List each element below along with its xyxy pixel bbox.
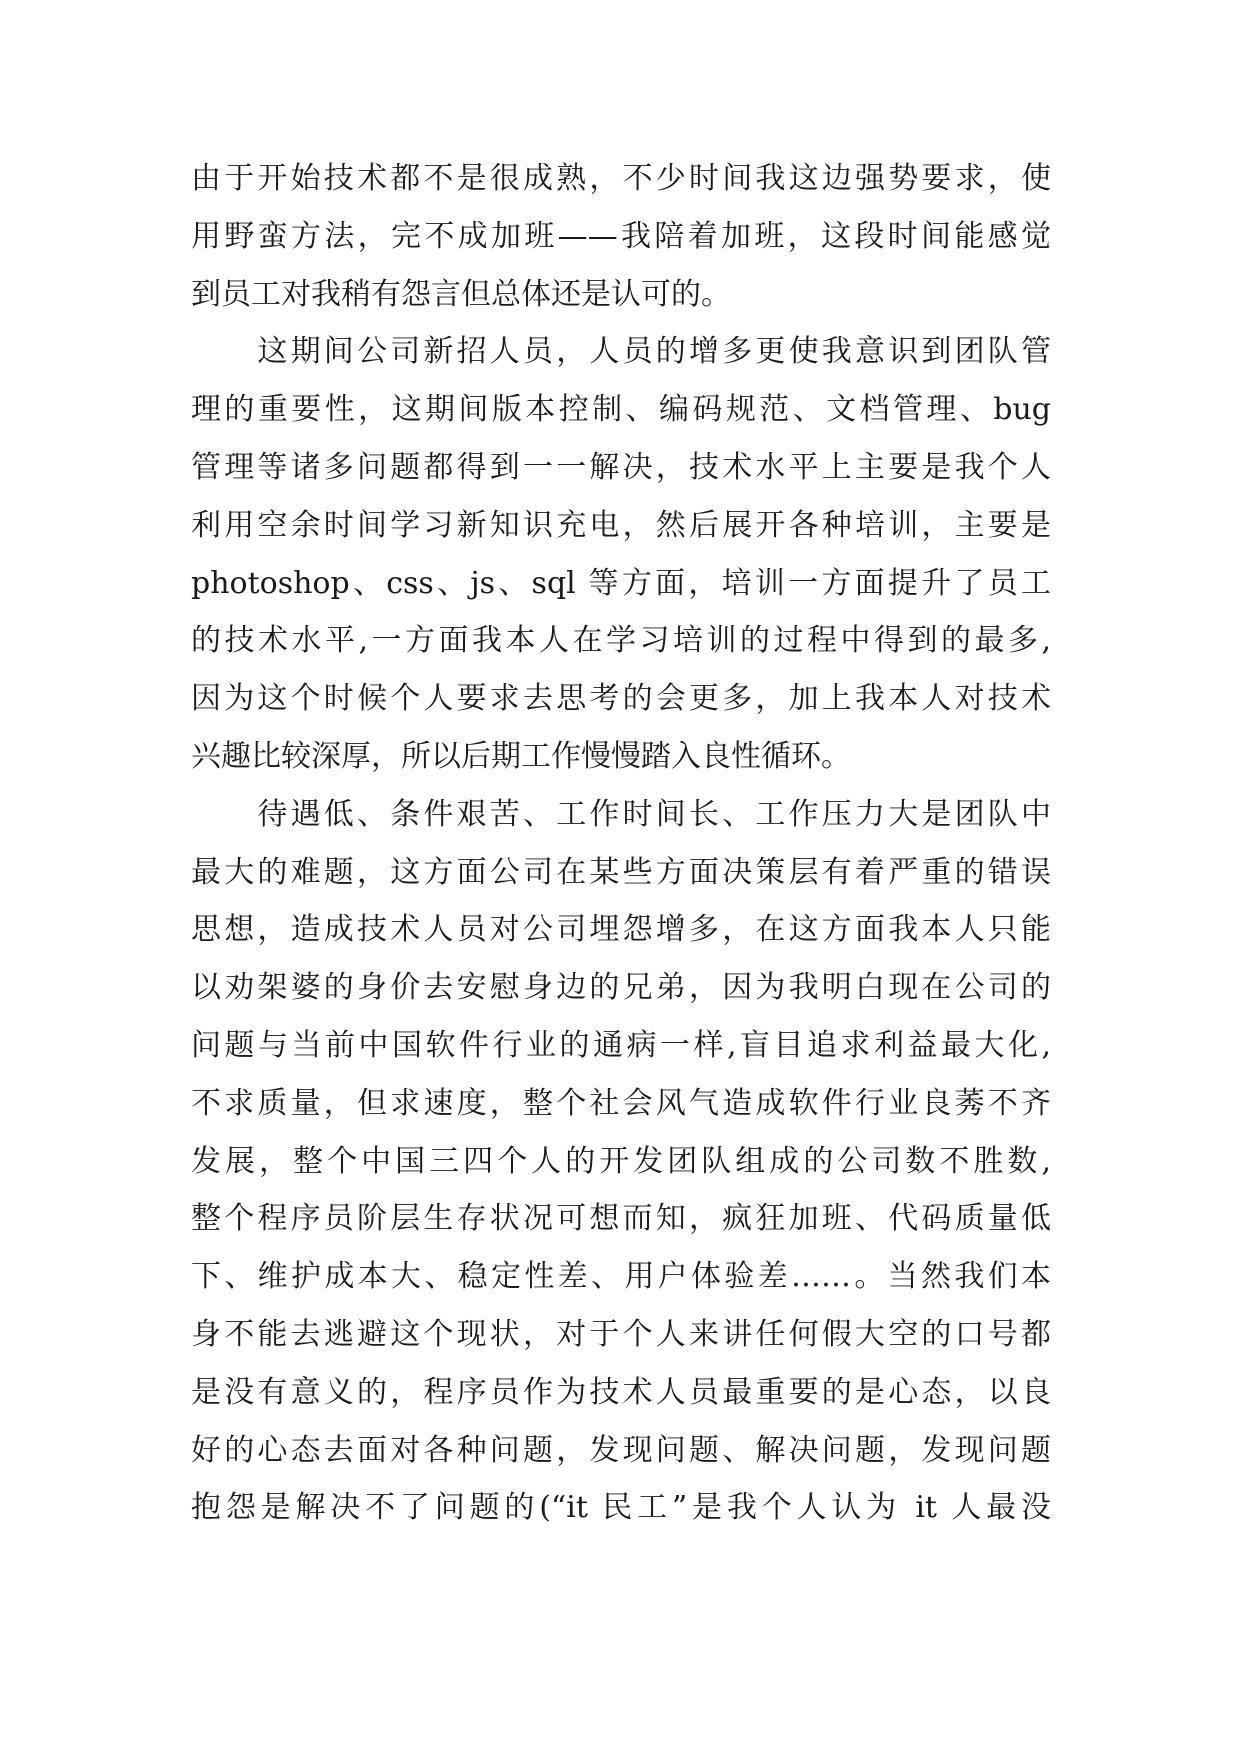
- text-line: 的技术水平,一方面我本人在学习培训的过程中得到的最多,: [191, 623, 1051, 659]
- body-text: [191, 150, 1051, 1537]
- text-line: 下、维护成本大、稳定性差、用户体验差……。当然我们本: [191, 1259, 1051, 1295]
- text-line: 是没有意义的，程序员作为技术人员最重要的是心态，以良: [191, 1374, 1051, 1410]
- text-line: 因为这个时候个人要求去思考的会更多，加上我本人对技术: [191, 681, 1051, 717]
- text-line: 抱怨是解决不了问题的(“it 民工”是我个人认为 it 人最没: [191, 1490, 1051, 1526]
- text-line: 兴趣比较深厚，所以后期工作慢慢踏入良性循环。: [191, 738, 851, 774]
- text-line: 理的重要性，这期间版本控制、编码规范、文档管理、bug: [191, 392, 1051, 428]
- text-line: 整个程序员阶层生存状况可想而知，疯狂加班、代码质量低: [191, 1201, 1051, 1237]
- text-line: 身不能去逃避这个现状，对于个人来讲任何假大空的口号都: [191, 1316, 1051, 1352]
- text-line: 发展，整个中国三四个人的开发团队组成的公司数不胜数,: [191, 1143, 1051, 1179]
- text-line: 思想，造成技术人员对公司埋怨增多，在这方面我本人只能: [191, 912, 1051, 948]
- text-line: photoshop、css、js、sql 等方面，培训一方面提升了员工: [191, 565, 1051, 601]
- text-line: 不求质量，但求速度，整个社会风气造成软件行业良莠不齐: [191, 1085, 1051, 1121]
- text-line: 用野蛮方法，完不成加班——我陪着加班，这段时间能感觉: [191, 218, 1051, 254]
- text-line: 待遇低、条件艰苦、工作时间长、工作压力大是团队中: [191, 796, 1051, 832]
- text-line: 问题与当前中国软件行业的通病一样,盲目追求利益最大化,: [191, 1027, 1051, 1063]
- text-line: 最大的难题，这方面公司在某些方面决策层有着严重的错误: [191, 854, 1051, 890]
- text-line: 到员工对我稍有怨言但总体还是认可的。: [191, 276, 731, 312]
- text-line: 利用空余时间学习新知识充电，然后展开各种培训，主要是: [191, 507, 1051, 543]
- text-line: 管理等诸多问题都得到一一解决，技术水平上主要是我个人: [191, 449, 1051, 485]
- text-line: 好的心态去面对各种问题，发现问题、解决问题，发现问题: [191, 1432, 1051, 1468]
- text-line: 以劝架婆的身价去安慰身边的兄弟，因为我明白现在公司的: [191, 970, 1051, 1006]
- text-line: 这期间公司新招人员，人员的增多更使我意识到团队管: [191, 334, 1051, 370]
- text-line: 由于开始技术都不是很成熟，不少时间我这边强势要求，使: [191, 161, 1051, 196]
